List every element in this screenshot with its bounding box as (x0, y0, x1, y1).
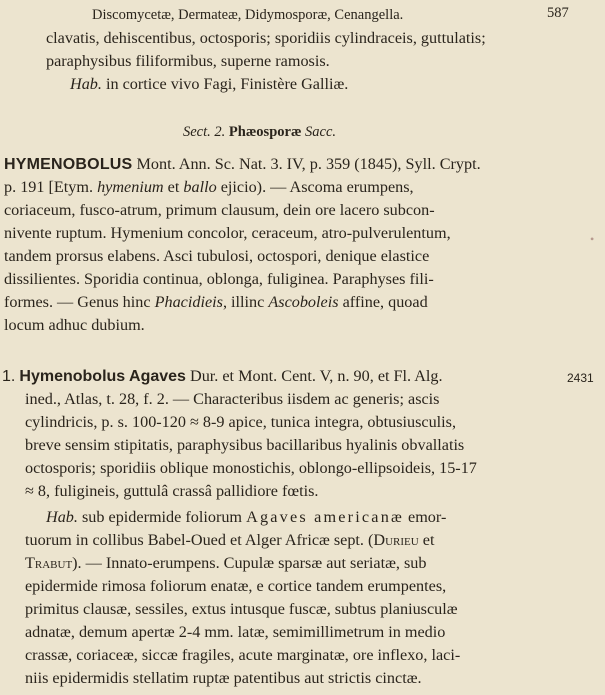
text-line: locum adhuc dubium. (4, 316, 145, 334)
text-line: coriaceum, fusco-atrum, primum clausum, dein ore lacero subcon- (4, 201, 435, 219)
text-span: ). — Innato-erumpens. Cupulæ sparsæ aut seriatæ, sub (72, 554, 427, 572)
text-span: , illinc (222, 293, 269, 311)
species-heading (2, 366, 443, 387)
genus-citation: Mont. Ann. Sc. Nat. 3. IV, p. 359 (1845), Syll. Crypt. (132, 155, 481, 173)
text-line: ined., Atlas, t. 28, f. 2. — Characteribus iisdem ac generis; ascis (25, 390, 440, 408)
italic-term: Phacidieis (154, 293, 223, 311)
habitat-line (70, 74, 348, 94)
text-span: emor- (403, 508, 447, 526)
text-span: p. 191 [Etym. (4, 178, 98, 196)
text-line: niis epidermidis stellatim ruptæ patentibus aut strictis cinctæ. (25, 669, 422, 687)
side-number: 2431 (567, 371, 594, 385)
section-prefix: Sect. 2. (183, 124, 226, 140)
genus-name: HYMENOBOLUS (4, 156, 133, 173)
text-line: crassæ, coriaceæ, siccæ fragiles, acute marginatæ, ore inflexo, laci- (25, 646, 461, 664)
text-line: clavatis, dehiscentibus, octosporis; sporidiis cylindraceis, guttulatis; (46, 29, 486, 47)
text-line: cylindricis, p. s. 100-120 ≈ 8-9 apice, tunica integra, obtusiusculis, (25, 413, 457, 431)
text-line: octosporis; sporidiis oblique monostichis, oblongo-ellipsoideis, 15-17 (25, 459, 477, 477)
text-line: nivente ruptum. Hymenium concolor, ceraceum, atro-pulverulentum, (4, 224, 451, 242)
text-line (25, 530, 434, 550)
text-line: tandem prorsus elabens. Asci tubulosi, octospori, denique elastice (4, 247, 430, 265)
text-line: paraphysibus filiformibus, superne ramosis. (46, 52, 330, 70)
text-span: tuorum in collibus Babel-Oued et Alger Africæ sept. ( (25, 531, 374, 549)
text-line (4, 177, 414, 197)
section-author: Sacc. (301, 124, 337, 140)
collector-name: Durieu (373, 531, 419, 549)
text-line: epidermide rimosa foliorum enatæ, e cortice tandem erumpentes, (25, 577, 447, 595)
hab-label: Hab. (70, 75, 102, 93)
hab-label: Hab. (46, 508, 78, 526)
text-line: breve sensim stipitatis, paraphysibus bacillaribus hyalinis obvallatis (25, 436, 465, 454)
italic-term: hymenium (97, 178, 164, 196)
species-name: Hymenobolus Agaves (19, 368, 186, 385)
collector-name: Trabut (25, 554, 73, 572)
text-span: formes. — Genus hinc (4, 293, 155, 311)
species-citation: Dur. et Mont. Cent. V, n. 90, et Fl. Alg. (185, 367, 443, 385)
text-line (25, 553, 426, 573)
text-line (4, 292, 428, 312)
text-span: et (418, 531, 435, 549)
text-line: primitus clausæ, sessiles, extus intusque fuscæ, subtus planiusculæ (25, 600, 458, 618)
text-line: adnatæ, demum apertæ 2-4 mm. latæ, semimillimetrum in medio (25, 623, 446, 641)
host-name: Agaves americanæ (246, 508, 404, 526)
running-title: Discomycetæ, Dermateæ, Didymosporæ, Cenangella. (92, 7, 404, 23)
genus-heading (4, 154, 481, 175)
text-line: dissilientes. Sporidia continua, oblonga, fuliginea. Paraphyses fili- (4, 270, 434, 288)
section-heading (183, 122, 336, 142)
text-span: affine, quoad (338, 293, 428, 311)
ink-spot: • (590, 232, 595, 246)
text-span: sub epidermide foliorum (77, 508, 247, 526)
text-line: ≈ 8, fuligineis, guttulâ crassâ pallidiore fœtis. (25, 482, 319, 500)
section-name: Phæosporæ (228, 124, 302, 140)
habitat-line (46, 507, 446, 527)
italic-term: ballo (183, 178, 217, 196)
text-span: et (163, 178, 184, 196)
species-number: 1. (2, 368, 16, 385)
habitat-text: in cortice vivo Fagi, Finistère Galliæ. (101, 75, 349, 93)
text-span: ejicio). — Ascoma erumpens, (216, 178, 414, 196)
italic-term: Ascoboleis (268, 293, 339, 311)
page-number: 587 (547, 5, 569, 21)
